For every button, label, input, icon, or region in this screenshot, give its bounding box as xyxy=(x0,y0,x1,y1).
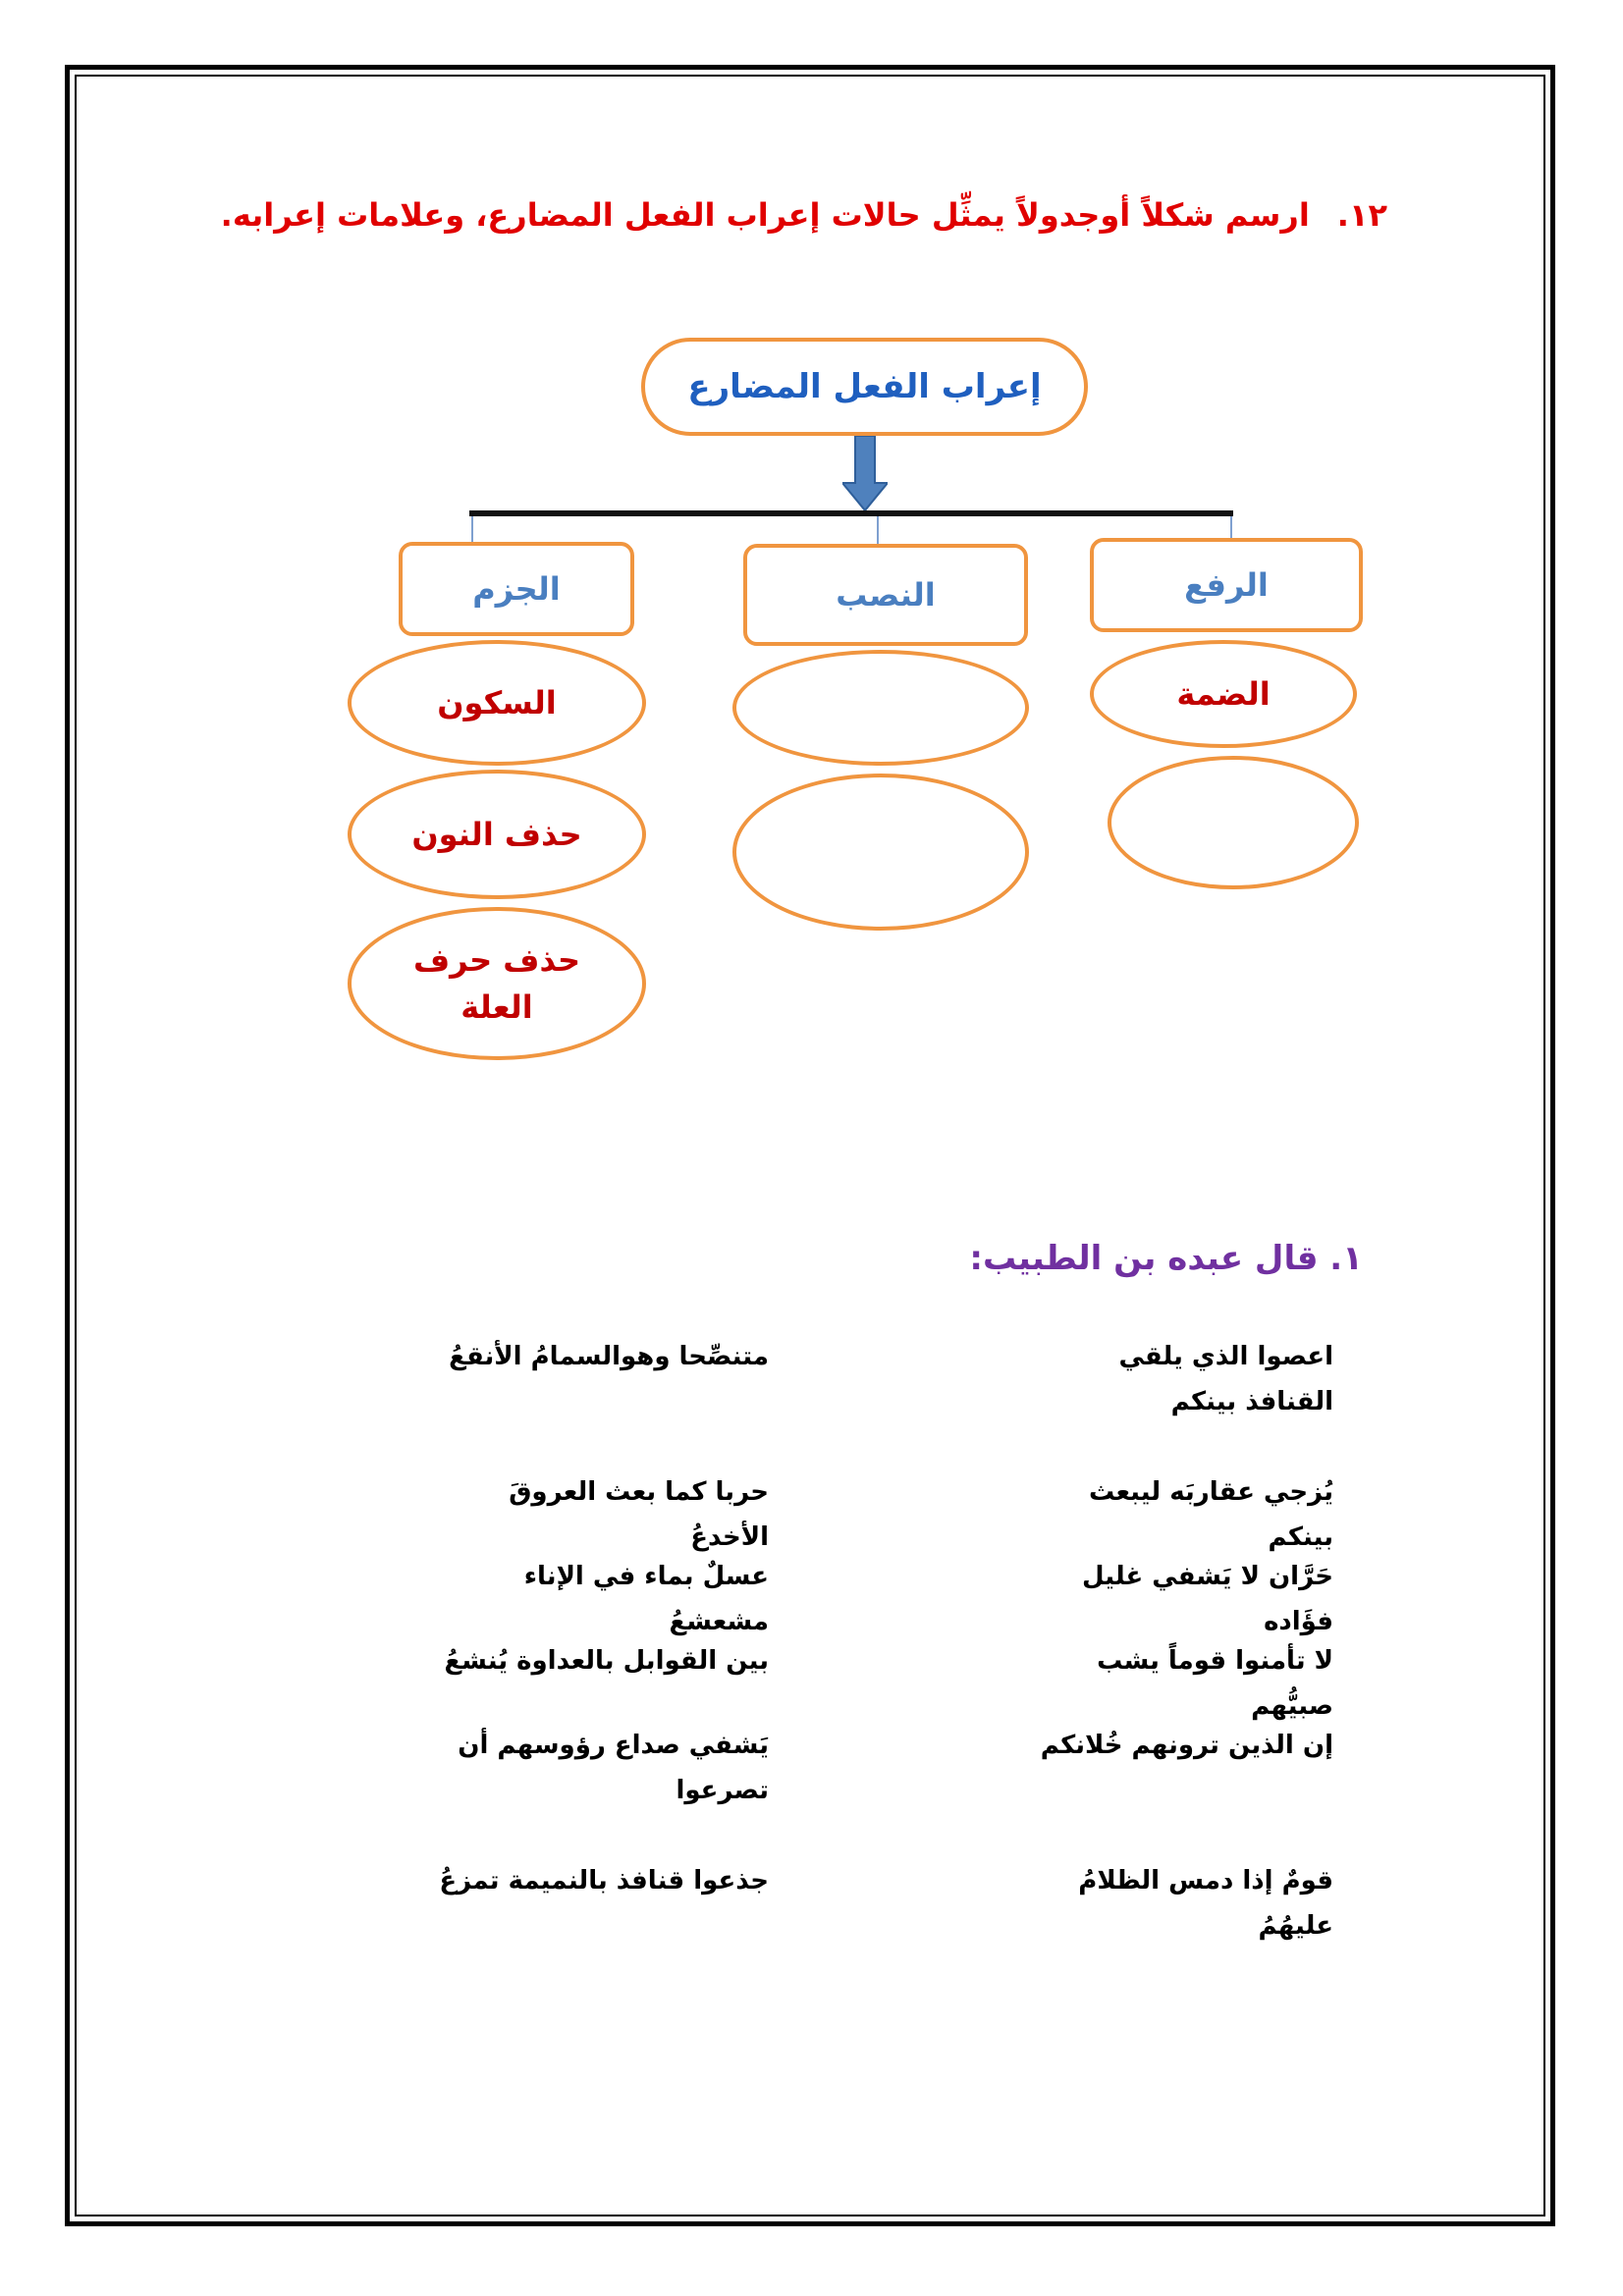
verse-6-ajuz: جذعوا قنافذ بالنميمة تمزعُ xyxy=(439,1866,769,1896)
verse-4-sadr: لا تأمنوا قوماً يشب صبيُّهم xyxy=(1097,1646,1333,1721)
verse-5-sadr: إن الذين ترونهم خُلانكم xyxy=(1040,1731,1333,1760)
connector-tick-jazm xyxy=(471,516,473,544)
sign-oval-jazm-2 xyxy=(348,770,646,899)
sign-raf-1: الضمة xyxy=(1176,675,1271,713)
diagram-title: إعراب الفعل المضارع xyxy=(687,367,1042,406)
sign-oval-nasb-2[interactable] xyxy=(732,774,1029,931)
category-jazm-label: الجزم xyxy=(472,570,561,608)
verse-3-ajuz: عسلٌ بماء في الإناء مشعشعُ xyxy=(523,1562,769,1636)
verse-6-sadr: قومٌ إذا دمس الظلامُ عليهُمُ xyxy=(1078,1866,1333,1941)
category-raf-box xyxy=(1090,538,1363,632)
question-number: ١٢. xyxy=(1336,196,1387,234)
verse-3-sadr: حَرَّان لا يَشفي غليل فؤَاده xyxy=(1082,1562,1333,1636)
sign-jazm-2: حذف النون xyxy=(411,816,582,853)
verse-2-ajuz: حربا كما بعث العروقَ الأخدعُ xyxy=(509,1477,769,1552)
connector-bar xyxy=(469,510,1233,516)
down-arrow-icon xyxy=(842,436,888,512)
sign-oval-raf-2[interactable] xyxy=(1108,756,1359,889)
diagram-title-box xyxy=(641,338,1088,436)
question-text: ارسم شكلاً أوجدولاً يمثِّل حالات إعراب الفعل المضارع، وعلامات إعرابه. xyxy=(220,196,1310,234)
category-nasb-label: النصب xyxy=(836,576,936,614)
sign-oval-jazm-1 xyxy=(348,640,646,766)
poem-heading: ١. قال عبده بن الطبيب: xyxy=(969,1239,1363,1278)
verse-1-sadr: اعصوا الذي يلقي القنافذ بينكم xyxy=(1118,1342,1333,1416)
sign-jazm-3: حذف حرف العلة xyxy=(413,941,580,1026)
sign-jazm-1: السكون xyxy=(437,684,557,721)
category-raf-label: الرفع xyxy=(1184,566,1269,604)
verse-4-ajuz: بين القوابل بالعداوة يُنشعُ xyxy=(444,1646,769,1676)
verse-5-ajuz: يَشفي صداع رؤوسهم أن تصرعوا xyxy=(458,1731,769,1805)
verse-2-sadr: يُزجي عقاربَه ليبعث بينكم xyxy=(1088,1477,1333,1552)
sign-oval-nasb-1[interactable] xyxy=(732,650,1029,766)
sign-oval-jazm-3 xyxy=(348,907,646,1060)
connector-tick-nasb xyxy=(877,516,879,546)
verse-1-ajuz: متنصِّحا وهوالسمامُ الأنقعُ xyxy=(449,1342,769,1371)
category-jazm-box xyxy=(399,542,634,636)
category-nasb-box xyxy=(743,544,1028,646)
sign-oval-raf-1 xyxy=(1090,640,1357,748)
connector-tick-raf xyxy=(1230,516,1232,540)
question-12 xyxy=(221,196,1387,234)
